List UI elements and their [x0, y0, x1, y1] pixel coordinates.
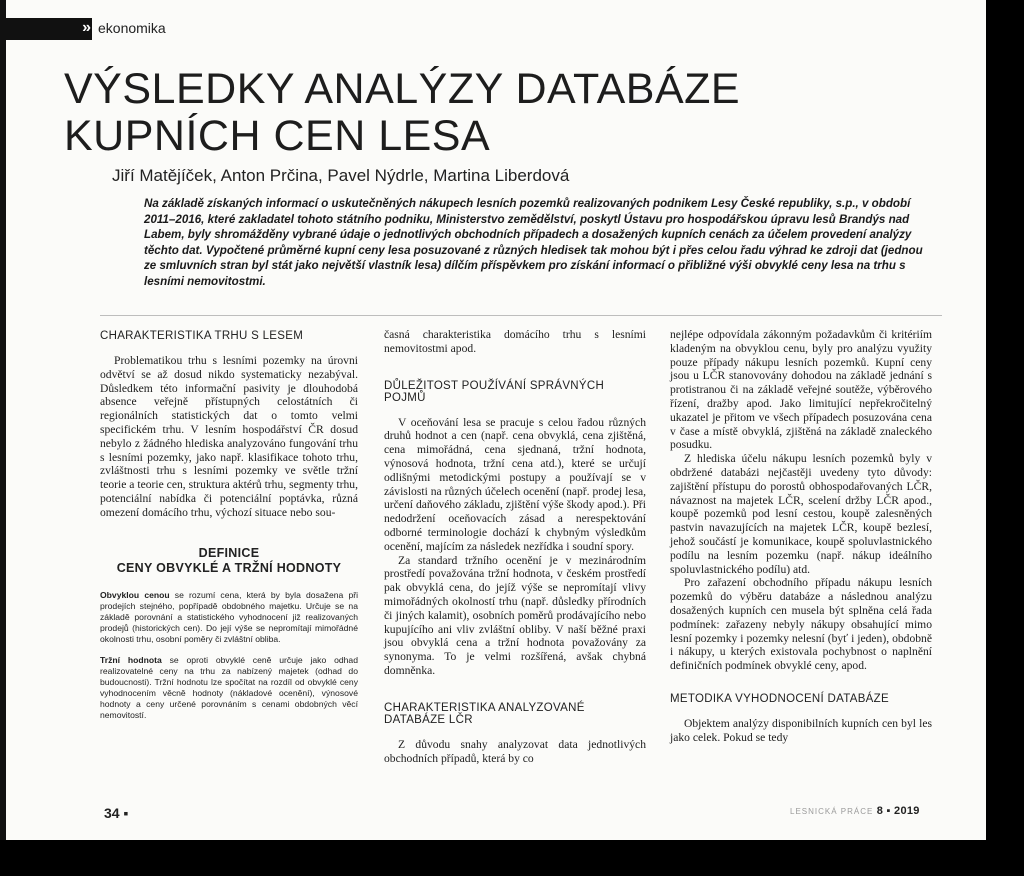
scan-edge-left: [0, 0, 6, 876]
scan-edge-bottom: [0, 840, 1024, 876]
article-abstract: Na základě získaných informací o uskutečněných nákupech lesních pozemků realizovaných podnikem Lesy České republiky, s.p., v období 2011–2016, které zakladatel tohoto státního podniku, Ministerstvo zemědělství, poskytl Ústavu pro hospodářskou úpravu lesů Brandýs nad Labem, byly shromážděny vybrané údaje o jednotlivých obchodních případech a dosažených kupních cenách za účelem provedení analýzy těchto dat. Vypočtené průměrné kupní ceny lesa posuzované z různých hledisek tak mohou být i přes celou řadu výhrad ke zdroji dat (jednou ze smluvních stran byl stát jako největší vlastník lesa) dílčím příspěvkem pro získání informací o přibližné výši obvyklé ceny lesa na trhu s lesními nemovitostmi.: [144, 197, 923, 288]
section-heading: DŮLEŽITOST POUŽÍVÁNÍ SPRÁVNÝCH POJMŮ: [384, 379, 605, 404]
section-heading: CHARAKTERISTIKA TRHU S LESEM: [100, 330, 304, 342]
scan-edge-right: [986, 0, 1024, 876]
section-heading: METODIKA VYHODNOCENÍ DATABÁZE: [670, 692, 889, 705]
magazine-name: LESNICKÁ PRÁCE: [790, 807, 874, 816]
definition-term: Obvyklou cenou: [100, 589, 170, 600]
section-heading: CHARAKTERISTIKA ANALYZOVANÉ DATABÁZE LČR: [384, 701, 585, 726]
paragraph: Pro zařazení obchodního případu nákupu lesních pozemků do výběru databáze a následnou analýzu dosažených kupních cen musela být splněna celá řada podmínek: zařazeny nebyly nákupy obsahující mimo lesní pozemky i pozemky nelesní (byť i jeden), obdobně i nákupy, u kterých existovala pochybnost o naplnění definičních podmínek obvyklé ceny, apod.: [670, 576, 932, 673]
box-title: DEFINICE: [198, 545, 260, 560]
definition-text: se oproti obvyklé ceně určuje jako odhad realizovatelné ceny na trhu za nabízený majetek (odhad do budoucnosti). Tržní hodnotu lze spočítat na rozdíl od obvyklé ceny vyhodnocením věcně hodnoty (nákladové ocenění), výnosové hodnoty a ceny určené porovnáním s cenami obdobných věcí nemovitostí.: [100, 654, 358, 720]
article-authors: Jiří Matějíček, Anton Prčina, Pavel Nýdrle, Martina Liberdová: [112, 166, 570, 185]
paragraph: Z hlediska účelu nákupu lesních pozemků byly v obdržené databázi nejčastěji uvedeny tyto důvody: zajištění přístupu do porostů obhospodařovaných LČR, návaznost na majetek LČR, scelení držby LČR apod., koupě pozemků pod lesní cestou, koupě zalesněných pastvin navazujících na majetek LČR, koupě bezlesí, jehož součástí je komunikace, koupě spoluvlastnického podílu na lesním pozemku (např. nákup ideálního spoluvlastnického podílu) atd.: [670, 452, 932, 576]
divider: [100, 315, 942, 316]
double-chevron-icon: »: [82, 19, 88, 36]
column-2: [384, 320, 646, 765]
magazine-footer: [790, 805, 920, 817]
section-label: ekonomika: [98, 20, 166, 36]
paragraph: Za standard tržního ocenění je v mezinárodním prostředí považována tržní hodnota, v českém prostředí pak obvyklá cena, do jejíž výše se nepromítají vlivy mimořádných okolností trhu (např. důsledky přírodních či jiných kalamit), osobních poměrů prodávajícího nebo kupujícího ani vliv zvláštní obliby. V naší běžné praxi jsou obvyklá cena a tržní hodnota považovány za synonyma. To je velmi rozšířená, avšak chybná domněnka.: [384, 553, 646, 677]
definition-box: [100, 546, 358, 721]
column-1: [100, 320, 358, 721]
paragraph: nejlépe odpovídala zákonným požadavkům či kritériím kladeným na obvyklou cenu, byly pro analýzu využity pouze případy nákupu lesních pozemků. Kupní ceny jsou u LČR stanovovány dohodou na základě jednání s protistranou či na základě veřejné soutěže, výběrového řízení, dražby apod. Jako limitující nepřekročitelný ukazatel je přitom ve všech případech posuzována cena v čase a místě obvyklá, zjištěná na základě znaleckého posudku.: [670, 328, 932, 452]
box-subtitle: CENY OBVYKLÉ A TRŽNÍ HODNOTY: [116, 560, 342, 575]
column-3: [670, 320, 932, 745]
definition-market-value: [100, 655, 358, 721]
paragraph: Z důvodu snahy analyzovat data jednotlivých obchodních případů, která by co: [384, 737, 646, 765]
article-title: VÝSLEDKY ANALÝZY DATABÁZE KUPNÍCH CEN LESA: [64, 65, 741, 160]
paragraph: Problematikou trhu s lesními pozemky na úrovni odvětví se až dosud nikdo systematicky nezabýval. Důsledkem této informační pasivity je dlouhodobá absence veřejně přístupných celostátních či regionálních statistických dat o tomto velmi specifickém trhu. V lesním hospodářství ČR dosud nebylo z žádného hlediska analyzováno fungování trhu s lesními pozemky, jako např. klasifikace tohoto trhu, zvláštnosti trhu s lesními pozemky ve světle tržní teorie a teorie cen, struktura aktérů trhu, segmenty trhu, potenciální nabídka či potenciální poptávka, různá omezení domácího trhu, výchozí situace nebo sou-: [100, 354, 358, 519]
paragraph: Objektem analýzy disponibilních kupních cen byl les jako celek. Pokud se tedy: [670, 716, 932, 744]
definition-usual-price: [100, 590, 358, 645]
definition-text: se rozumí cena, která by byla dosažena při prodejích stejného, popřípadě obdobného majetku. Určuje se na základě porovnání a statistického vyhodnocení již realizovaných prodejů (historických cen). Do její výše se nepromítají mimořádné okolnosti trhu, osobní poměry či zvláštní obliba.: [100, 589, 358, 644]
paragraph: časná charakteristika domácího trhu s lesními nemovitostmi apod.: [384, 328, 646, 355]
section-marker: [6, 18, 92, 40]
paragraph: V oceňování lesa se pracuje s celou řadou různých druhů hodnot a cen (např. cena obvyklá, cena zjištěná, cena mimořádná, cena sjednaná, tržní hodnota, výnosová hodnota, tržní cena atd.), které se určují odlišnými metodickými postupy a používají se v závislosti na různých účelech ocenění (např. prodej lesa, určení daňového základu, zjištění výše škody apod.). Při nedodržení oceňovacích zásad a nerespektování odborné terminologie dochází k chybným výsledkům ocenění, majícím za následek nezřídka i soudní spory.: [384, 415, 646, 553]
page-number: 34 ▪: [104, 805, 129, 821]
issue-number: 8 ▪ 2019: [876, 805, 920, 817]
definition-term: Tržní hodnota: [100, 654, 162, 665]
